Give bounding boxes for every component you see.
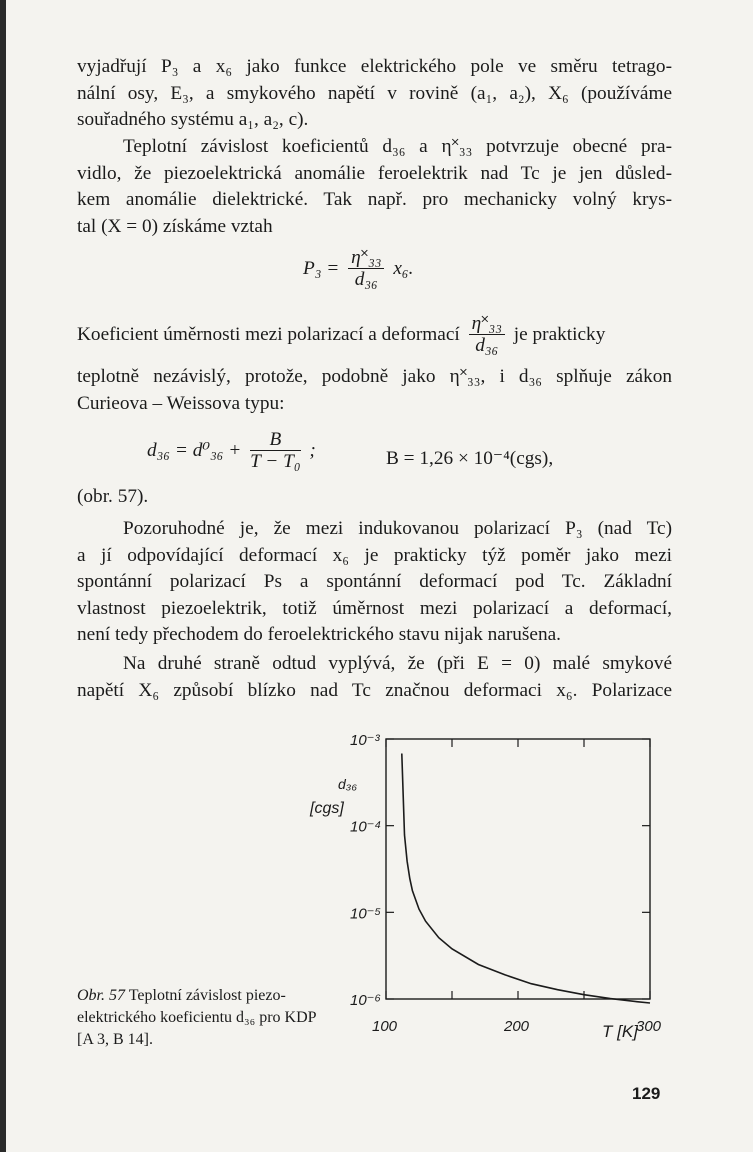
x-tick-label: 100 xyxy=(372,1018,398,1035)
text-line: není tedy přechodem do feroelektrického stavu nijak narušena. xyxy=(77,624,561,646)
text-line: tal (X = 0) získáme vztah xyxy=(77,215,273,237)
eq2-denominator: T − T₀ xyxy=(250,451,301,472)
y-axis-unit: [cgs] xyxy=(310,800,344,817)
inline-denominator: d₃₆ xyxy=(475,335,499,356)
text-line: souřadného systému a₁, a₂, c). xyxy=(77,109,309,131)
y-axis-label: d₃₆ xyxy=(338,776,357,792)
caption-label: Obr. 57 xyxy=(77,987,126,1004)
text-line: napětí X₆ způsobí blízko nad Tc značnou deformaci x₆. Polarizace xyxy=(77,679,672,701)
y-tick-label: 10⁻⁵ xyxy=(350,905,381,923)
text-line: Curieova – Weissova typu: xyxy=(77,392,285,414)
text-line: vlastnost piezoelektrik, totiž úměrnost mezi polarizací a deformací, xyxy=(77,597,672,619)
chart-axes xyxy=(309,732,662,1041)
text-line: Pozoruhodné je, že mezi indukovanou polarizací P₃ (nad Tc) xyxy=(123,518,672,539)
figure-caption xyxy=(77,985,327,1051)
text-line: vyjadřují P₃ a x₆ jako funkce elektrického pole ve směru tetrago- xyxy=(77,56,672,77)
text-line: Na druhé straně odtud vyplývá, že (při E = 0) malé smykové xyxy=(123,653,672,674)
equation-p3 xyxy=(303,248,413,291)
x-tick-label: 300 xyxy=(636,1018,662,1035)
eq1-fraction xyxy=(348,248,384,291)
eq1-denominator: d₃₆ xyxy=(354,269,378,290)
text-segment: Koeficient úměrnosti mezi polarizací a deformací xyxy=(77,323,460,345)
figure-57-chart xyxy=(300,725,700,1075)
caption-text: Teplotní závislost piezo-elektrického koeficientu d₃₆ pro KDP [A 3, B 14]. xyxy=(77,987,316,1048)
paragraph-4 xyxy=(77,484,672,511)
y-tick-label: 10⁻⁴ xyxy=(350,818,382,836)
text-line: nální osy, E₃, a smykového napětí v rovině (a₁, a₂), X₆ (používáme xyxy=(77,82,672,104)
eq1-numerator: η˟₃₃ xyxy=(348,248,384,269)
text-line: spontánní polarizací Ps a spontánní deformací pod Tc. Základní xyxy=(77,571,672,593)
eq2-numerator: B xyxy=(250,430,300,451)
paragraph-2 xyxy=(77,134,672,240)
text-line: kem anomálie dielektrické. Tak např. pro mechanicky volný krys- xyxy=(77,189,672,211)
y-tick-label: 10⁻⁶ xyxy=(350,992,381,1009)
equation-d36 xyxy=(147,430,316,473)
text-line: Teplotní závislost koeficientů d₃₆ a η˟₃₃ potvrzuje obecné pra- xyxy=(123,136,672,157)
text-line: a jí odpovídající deformací x₆ je prakticky týž poměr jako mezi xyxy=(77,544,672,566)
eq1-lhs: P₃ = xyxy=(303,257,340,279)
chart-marks xyxy=(402,754,650,1004)
constant-text: B = 1,26 × 10⁻⁴(cgs), xyxy=(386,448,554,469)
inline-ratio-line xyxy=(77,314,605,357)
eq1-tail: x₆. xyxy=(393,257,414,279)
text-line: teplotně nezávislý, protože, podobně jako η˟₃₃, i d₃₆ splňuje zákon xyxy=(77,366,672,387)
paragraph-6 xyxy=(77,651,672,704)
text-line: vidlo, že piezoelektrická anomálie feroelektrik nad Tc je jen důsled- xyxy=(77,162,672,184)
inline-fraction xyxy=(469,314,505,357)
paragraph-5 xyxy=(77,516,672,649)
page-binding-edge xyxy=(0,0,6,1152)
x-tick-label: 200 xyxy=(504,1018,530,1035)
equation-constant-b xyxy=(386,446,553,470)
series-line-kdp-d36 xyxy=(402,754,650,1004)
paragraph-3 xyxy=(77,364,672,417)
page-number: 129 xyxy=(632,1084,661,1103)
eq2-fraction xyxy=(250,430,300,473)
text-segment: je prakticky xyxy=(513,323,606,345)
eq2-lhs: d₃₆ = d⁰₃₆ + xyxy=(147,439,242,461)
plot-frame xyxy=(386,739,650,999)
inline-numerator: η˟₃₃ xyxy=(469,314,505,335)
paragraph-1 xyxy=(77,54,672,134)
x-axis-label: T [K] xyxy=(602,1022,638,1041)
text-line: (obr. 57). xyxy=(77,486,149,507)
eq2-tail: ; xyxy=(309,439,316,461)
y-tick-label: 10⁻³ xyxy=(350,732,380,749)
